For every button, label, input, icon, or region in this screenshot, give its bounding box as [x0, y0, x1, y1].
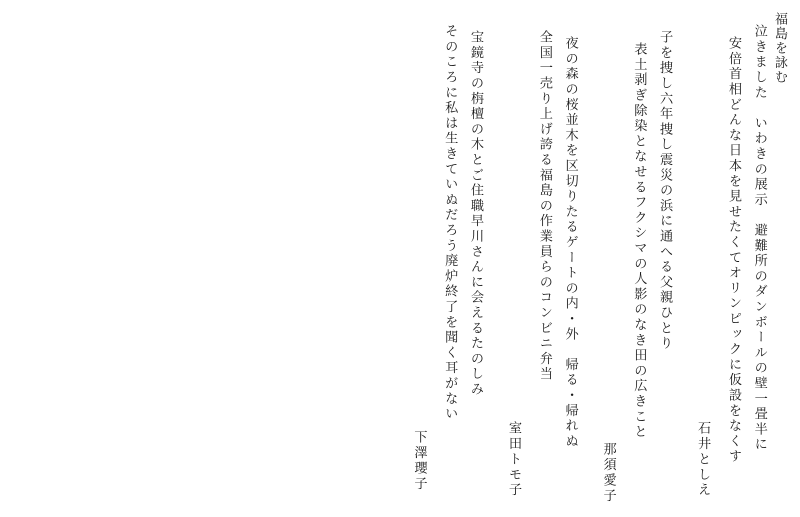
- poem-line: 子を捜し六年捜し震災の浜に通へる父親ひとり: [657, 30, 673, 352]
- page-title: 福島を詠む: [772, 12, 787, 85]
- poem-line: 泣きました いわきの展示 避難所のダンボールの壁一畳半に: [751, 24, 767, 453]
- poem-group-2: [586, 8, 672, 512]
- poem-line: 全国一売り上げ誇る福島の作業員らのコンビニ弁当: [536, 30, 552, 382]
- poem-line: 夜の森の桜並木を区切りたるゲートの内・外 帰る・帰れぬ: [562, 36, 578, 450]
- poem-group-3: [491, 8, 577, 506]
- poem-author: 下澤瓔子: [411, 430, 427, 492]
- poem-group-4: [396, 8, 482, 500]
- poem-author: 石井としえ: [695, 421, 711, 498]
- poem-author: 室田トモ子: [506, 421, 522, 498]
- poem-author: 那須愛子: [600, 442, 616, 504]
- poem-line: 表土剥ぎ除染となせるフクシマの人影のなき田の広きこと: [631, 42, 647, 440]
- poem-line: 宝鏡寺の栴檀の木とご住職早川さんに会えるたのしみ: [468, 30, 484, 398]
- poem-group-1: [680, 8, 766, 506]
- poem-line: 安倍首相どんな日本を見せたくてオリンピックに仮設をなくす: [725, 36, 741, 465]
- poem-line: そのころに私は生きていぬだろう廃炉終了を聞く耳がない: [442, 24, 458, 422]
